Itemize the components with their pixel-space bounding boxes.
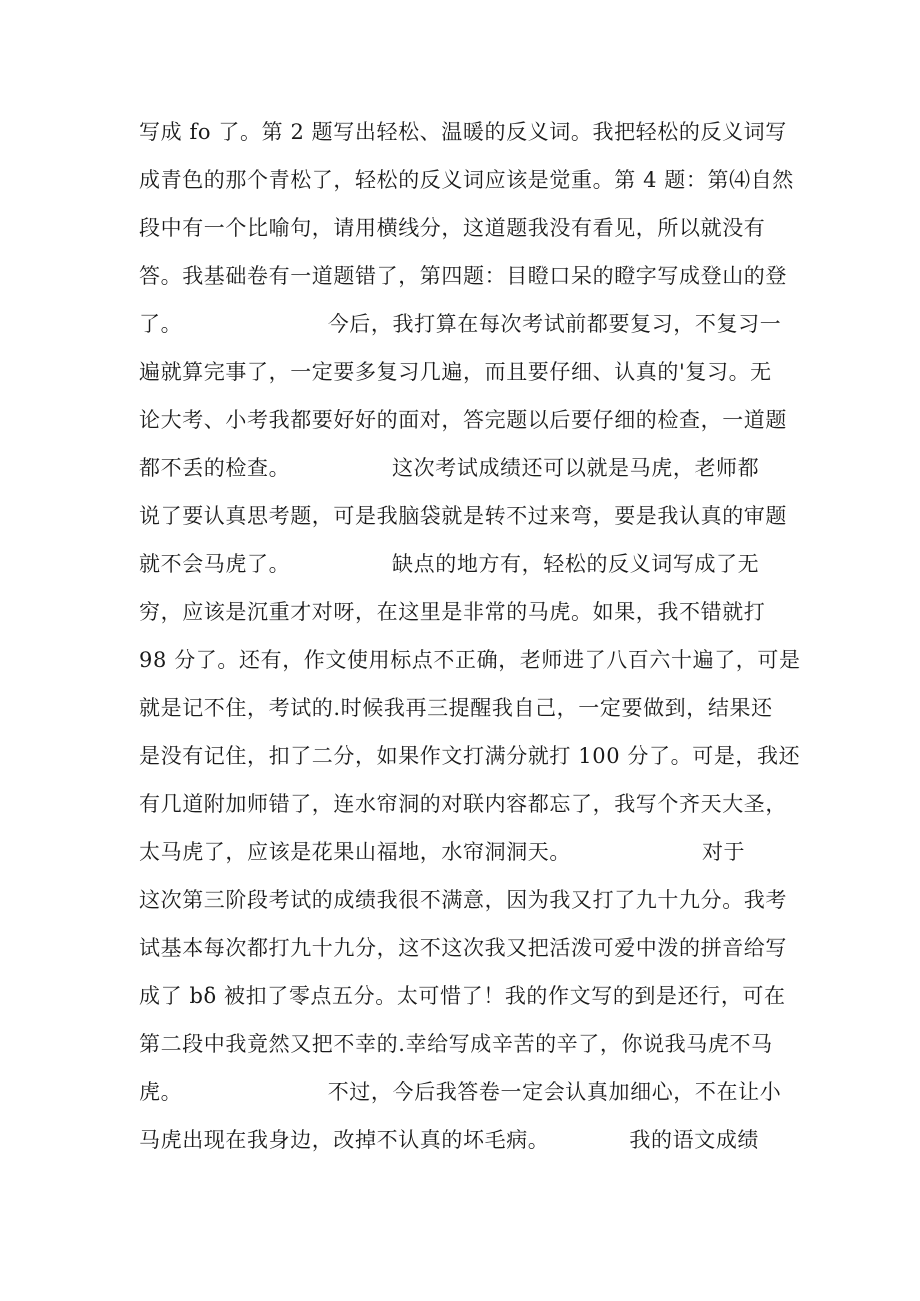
text-line: 写成 fo 了。第 2 题写出轻松、温暖的反义词。我把轻松的反义词写 (139, 120, 787, 144)
text-line: 有几道附加师错了，连水帘洞的对联内容都忘了，我写个齐天大圣， (139, 792, 787, 816)
text-line: 穷，应该是沉重才对呀，在这里是非常的马虎。如果，我不错就打 (139, 600, 766, 624)
text-line: 试基本每次都打九十九分，这不这次我又把活泼可爱中泼的拼音给写 (139, 936, 787, 960)
text-line: 遍就算完事了，一定要多复习几遍，而且要仔细、认真的'复习。无 (139, 360, 772, 384)
text-line: 98 分了。还有，作文使用标点不正确，老师进了八百六十遍了，可是 (139, 648, 801, 672)
text-line: 答。我基础卷有一道题错了，第四题：目瞪口呆的瞪字写成登山的登 (139, 264, 787, 288)
text-line: 就不会马虎了。 缺点的地方有，轻松的反义词写成了无 (139, 552, 760, 576)
text-line: 马虎出现在我身边，改掉不认真的坏毛病。 我的语文成绩 (139, 1128, 760, 1152)
text-line: 就是记不住，考试的.时候我再三提醒我自己，一定要做到，结果还 (139, 696, 773, 720)
text-line: 这次第三阶段考试的成绩我很不满意，因为我又打了九十九分。我考 (139, 888, 787, 912)
text-line: 成了 bδ 被扣了零点五分。太可惜了！我的作文写的到是还行，可在 (139, 984, 786, 1008)
text-line: 段中有一个比喻句，请用横线分，这道题我没有看见，所以就没有 (139, 216, 766, 240)
text-line: 了。 今后，我打算在每次考试前都要复习，不复习一 (139, 312, 782, 336)
text-line: 说了要认真思考题，可是我脑袋就是转不过来弯，要是我认真的审题 (139, 504, 787, 528)
text-line: 太马虎了，应该是花果山福地，水帘洞洞天。 对于 (139, 840, 746, 864)
text-line: 虎。 不过，今后我答卷一定会认真加细心，不在让小 (139, 1080, 782, 1104)
text-line: 是没有记住，扣了二分，如果作文打满分就打 100 分了。可是，我还 (139, 744, 801, 768)
text-line: 都不丢的检查。 这次考试成绩还可以就是马虎，老师都 (139, 456, 760, 480)
text-line: 论大考、小考我都要好好的面对，答完题以后要仔细的检查，一道题 (139, 408, 787, 432)
text-line: 成青色的那个青松了，轻松的反义词应该是觉重。第 4 题：第⑷自然 (139, 168, 794, 192)
text-line: 第二段中我竟然又把不幸的.幸给写成辛苦的辛了，你说我马虎不马 (139, 1032, 773, 1056)
